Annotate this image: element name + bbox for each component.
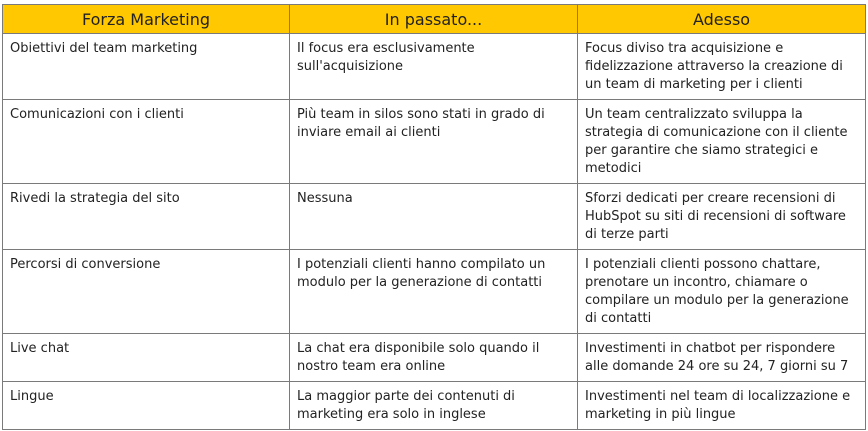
comparison-table <box>2 4 866 430</box>
cell-past: I potenziali clienti hanno compilato un modulo per la generazione di contatti <box>290 250 578 334</box>
cell-now: Focus diviso tra acquisizione e fidelizzazione attraverso la creazione di un team di marketing per i clienti <box>578 34 866 100</box>
table-row <box>3 100 866 184</box>
table-header <box>3 5 866 34</box>
cell-topic: Comunicazioni con i clienti <box>3 100 290 184</box>
cell-past: Il focus era esclusivamente sull'acquisizione <box>290 34 578 100</box>
cell-past: Più team in silos sono stati in grado di inviare email ai clienti <box>290 100 578 184</box>
cell-now: I potenziali clienti possono chattare, prenotare un incontro, chiamare o compilare un modulo per la generazione di contatti <box>578 250 866 334</box>
table-row <box>3 334 866 382</box>
cell-past: Nessuna <box>290 184 578 250</box>
header-adesso: Adesso <box>578 5 866 34</box>
cell-topic: Lingue <box>3 382 290 430</box>
cell-now: Investimenti nel team di localizzazione e marketing in più lingue <box>578 382 866 430</box>
cell-topic: Percorsi di conversione <box>3 250 290 334</box>
cell-now: Sforzi dedicati per creare recensioni di HubSpot su siti di recensioni di software di terze parti <box>578 184 866 250</box>
cell-past: La chat era disponibile solo quando il nostro team era online <box>290 334 578 382</box>
table-row <box>3 34 866 100</box>
table-row <box>3 184 866 250</box>
table-row <box>3 250 866 334</box>
header-in-passato: In passato... <box>290 5 578 34</box>
cell-topic: Rivedi la strategia del sito <box>3 184 290 250</box>
header-row <box>3 5 866 34</box>
header-forza-marketing: Forza Marketing <box>3 5 290 34</box>
cell-now: Un team centralizzato sviluppa la strategia di comunicazione con il cliente per garantire che siamo strategici e metodici <box>578 100 866 184</box>
cell-now: Investimenti in chatbot per rispondere alle domande 24 ore su 24, 7 giorni su 7 <box>578 334 866 382</box>
table-body <box>3 34 866 430</box>
cell-topic: Live chat <box>3 334 290 382</box>
cell-topic: Obiettivi del team marketing <box>3 34 290 100</box>
table-row <box>3 382 866 430</box>
cell-past: La maggior parte dei contenuti di marketing era solo in inglese <box>290 382 578 430</box>
